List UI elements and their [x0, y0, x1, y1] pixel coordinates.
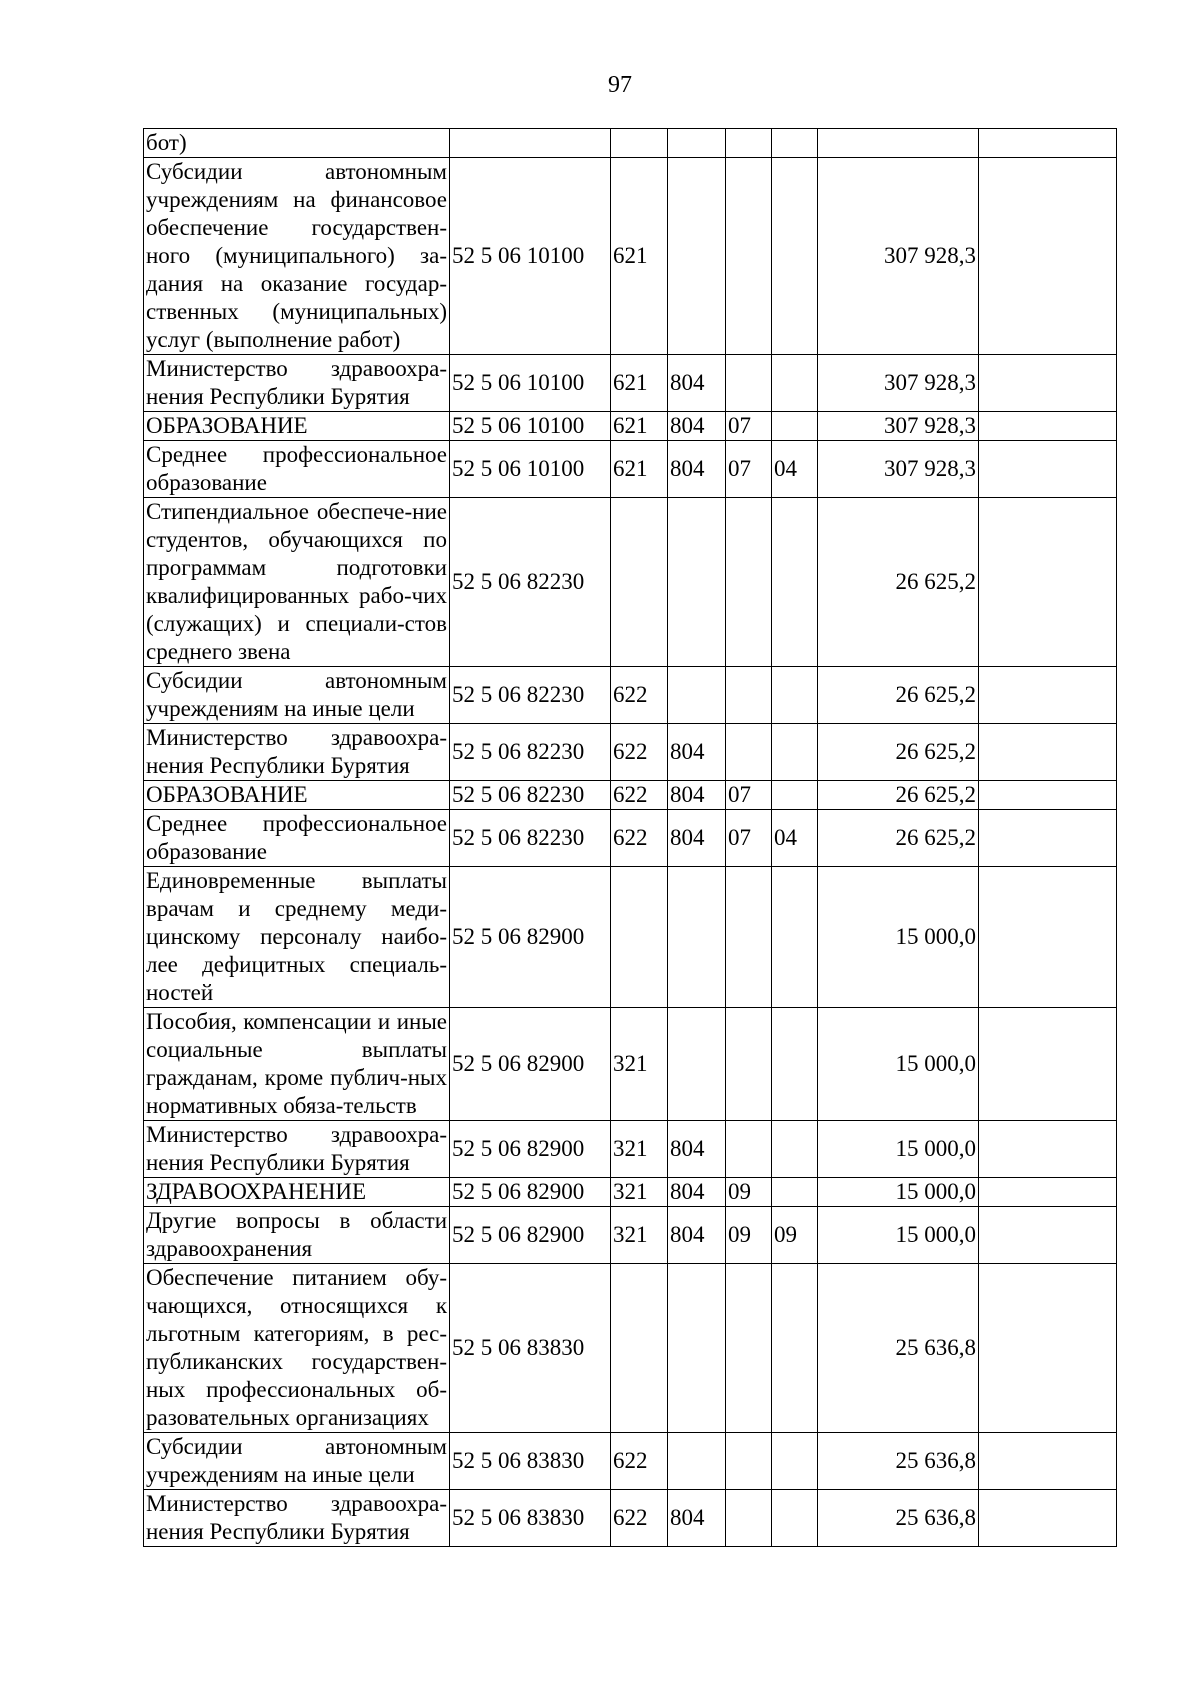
cell-amount: 25 636,8: [818, 1490, 979, 1547]
cell-section: [726, 1008, 772, 1121]
cell-target-article: 52 5 06 10100: [450, 441, 611, 498]
cell-target-article: 52 5 06 10100: [450, 412, 611, 441]
cell-department: [668, 667, 726, 724]
cell-subsection: 04: [772, 441, 818, 498]
cell-target-article: 52 5 06 82230: [450, 810, 611, 867]
cell-amount: 25 636,8: [818, 1433, 979, 1490]
cell-amount: 26 625,2: [818, 810, 979, 867]
cell-department: 804: [668, 810, 726, 867]
cell-expense-type: [611, 129, 668, 158]
cell-name: ЗДРАВООХРАНЕНИЕ: [144, 1178, 450, 1207]
cell-extra: [979, 781, 1117, 810]
cell-target-article: 52 5 06 83830: [450, 1490, 611, 1547]
table-row: [144, 355, 1117, 412]
cell-amount: 15 000,0: [818, 867, 979, 1008]
cell-target-article: 52 5 06 83830: [450, 1264, 611, 1433]
table-row: [144, 441, 1117, 498]
cell-target-article: 52 5 06 82900: [450, 1121, 611, 1178]
cell-target-article: 52 5 06 82900: [450, 1207, 611, 1264]
cell-amount: 307 928,3: [818, 158, 979, 355]
cell-target-article: 52 5 06 82230: [450, 781, 611, 810]
table-row: [144, 724, 1117, 781]
cell-expense-type: 621: [611, 158, 668, 355]
cell-name: Единовременные выплаты врачам и среднему меди-цинскому персоналу наибо-лее дефицитных специаль-ностей: [144, 867, 450, 1008]
cell-section: 07: [726, 781, 772, 810]
cell-section: [726, 1264, 772, 1433]
table-row: [144, 1433, 1117, 1490]
cell-expense-type: [611, 867, 668, 1008]
cell-amount: 15 000,0: [818, 1178, 979, 1207]
cell-section: [726, 355, 772, 412]
cell-extra: [979, 355, 1117, 412]
cell-name: ОБРАЗОВАНИЕ: [144, 412, 450, 441]
cell-name: Другие вопросы в области здравоохранения: [144, 1207, 450, 1264]
cell-subsection: [772, 129, 818, 158]
cell-subsection: [772, 412, 818, 441]
cell-expense-type: 622: [611, 810, 668, 867]
cell-name: Среднее профессиональное образование: [144, 441, 450, 498]
cell-name: Министерство здравоохра-нения Республики Бурятия: [144, 1121, 450, 1178]
cell-expense-type: 321: [611, 1121, 668, 1178]
cell-department: 804: [668, 412, 726, 441]
table-row: [144, 781, 1117, 810]
cell-target-article: 52 5 06 82900: [450, 1008, 611, 1121]
table-row: [144, 129, 1117, 158]
cell-section: [726, 129, 772, 158]
cell-amount: 307 928,3: [818, 355, 979, 412]
cell-name: Министерство здравоохра-нения Республики Бурятия: [144, 1490, 450, 1547]
table-row: [144, 867, 1117, 1008]
budget-table: [143, 128, 1117, 1547]
cell-subsection: [772, 867, 818, 1008]
cell-name: Стипендиальное обеспече-ние студентов, обучающихся по программам подготовки квалифицированных рабо-чих (служащих) и специали-стов среднего звена: [144, 498, 450, 667]
cell-section: [726, 498, 772, 667]
cell-department: 804: [668, 1207, 726, 1264]
cell-extra: [979, 667, 1117, 724]
cell-target-article: [450, 129, 611, 158]
cell-section: [726, 1433, 772, 1490]
cell-extra: [979, 1008, 1117, 1121]
table-row: [144, 1207, 1117, 1264]
cell-department: 804: [668, 1490, 726, 1547]
cell-target-article: 52 5 06 10100: [450, 355, 611, 412]
cell-name: Обеспечение питанием обу-чающихся, относящихся к льготным категориям, в рес-публиканских государствен-ных профессиональных об-разовательных организациях: [144, 1264, 450, 1433]
cell-amount: 307 928,3: [818, 441, 979, 498]
cell-department: 804: [668, 441, 726, 498]
cell-expense-type: 622: [611, 667, 668, 724]
page-number: 97: [608, 72, 632, 98]
cell-section: [726, 1490, 772, 1547]
cell-department: 804: [668, 1178, 726, 1207]
cell-expense-type: [611, 498, 668, 667]
cell-extra: [979, 441, 1117, 498]
cell-department: 804: [668, 1121, 726, 1178]
table-row: [144, 1264, 1117, 1433]
cell-department: 804: [668, 781, 726, 810]
cell-department: [668, 129, 726, 158]
cell-name: бот): [144, 129, 450, 158]
cell-name: ОБРАЗОВАНИЕ: [144, 781, 450, 810]
cell-amount: 26 625,2: [818, 724, 979, 781]
cell-extra: [979, 867, 1117, 1008]
cell-subsection: [772, 355, 818, 412]
cell-department: 804: [668, 724, 726, 781]
cell-target-article: 52 5 06 82230: [450, 498, 611, 667]
cell-amount: 26 625,2: [818, 498, 979, 667]
cell-expense-type: 621: [611, 441, 668, 498]
cell-subsection: 09: [772, 1207, 818, 1264]
table-body: [144, 129, 1117, 1547]
cell-section: [726, 724, 772, 781]
cell-extra: [979, 810, 1117, 867]
cell-subsection: [772, 724, 818, 781]
cell-department: [668, 867, 726, 1008]
cell-section: 09: [726, 1178, 772, 1207]
cell-amount: 25 636,8: [818, 1264, 979, 1433]
cell-target-article: 52 5 06 82900: [450, 867, 611, 1008]
cell-expense-type: [611, 1264, 668, 1433]
cell-subsection: [772, 1433, 818, 1490]
cell-name: Субсидии автономным учреждениям на иные цели: [144, 667, 450, 724]
cell-subsection: [772, 1008, 818, 1121]
cell-extra: [979, 1121, 1117, 1178]
cell-subsection: [772, 1264, 818, 1433]
cell-subsection: [772, 1490, 818, 1547]
cell-subsection: [772, 667, 818, 724]
cell-section: [726, 158, 772, 355]
cell-subsection: 04: [772, 810, 818, 867]
cell-amount: 26 625,2: [818, 781, 979, 810]
cell-expense-type: 622: [611, 1490, 668, 1547]
cell-amount: 26 625,2: [818, 667, 979, 724]
table-row: [144, 1121, 1117, 1178]
cell-department: 804: [668, 355, 726, 412]
cell-extra: [979, 1490, 1117, 1547]
cell-target-article: 52 5 06 83830: [450, 1433, 611, 1490]
cell-subsection: [772, 1178, 818, 1207]
cell-subsection: [772, 158, 818, 355]
table-row: [144, 412, 1117, 441]
cell-amount: 15 000,0: [818, 1121, 979, 1178]
cell-extra: [979, 1433, 1117, 1490]
cell-extra: [979, 129, 1117, 158]
cell-extra: [979, 1264, 1117, 1433]
cell-expense-type: 621: [611, 355, 668, 412]
cell-target-article: 52 5 06 82230: [450, 667, 611, 724]
cell-subsection: [772, 1121, 818, 1178]
cell-expense-type: 621: [611, 412, 668, 441]
table-row: [144, 1008, 1117, 1121]
cell-name: Среднее профессиональное образование: [144, 810, 450, 867]
table-row: [144, 498, 1117, 667]
cell-name: Субсидии автономным учреждениям на финансовое обеспечение государствен-ного (муниципального) за-дания на оказание государ-ственных (муниципальных) услуг (выполнение работ): [144, 158, 450, 355]
cell-expense-type: 321: [611, 1207, 668, 1264]
cell-expense-type: 622: [611, 1433, 668, 1490]
cell-expense-type: 321: [611, 1008, 668, 1121]
cell-section: 09: [726, 1207, 772, 1264]
cell-extra: [979, 412, 1117, 441]
cell-extra: [979, 498, 1117, 667]
table-row: [144, 158, 1117, 355]
cell-name: Субсидии автономным учреждениям на иные цели: [144, 1433, 450, 1490]
cell-extra: [979, 1207, 1117, 1264]
cell-amount: 15 000,0: [818, 1008, 979, 1121]
table-row: [144, 667, 1117, 724]
cell-extra: [979, 158, 1117, 355]
cell-expense-type: 622: [611, 724, 668, 781]
cell-extra: [979, 1178, 1117, 1207]
cell-expense-type: 321: [611, 1178, 668, 1207]
cell-amount: 307 928,3: [818, 412, 979, 441]
cell-department: [668, 1433, 726, 1490]
cell-name: Министерство здравоохра-нения Республики Бурятия: [144, 724, 450, 781]
cell-section: 07: [726, 810, 772, 867]
cell-section: 07: [726, 441, 772, 498]
cell-department: [668, 158, 726, 355]
cell-amount: 15 000,0: [818, 1207, 979, 1264]
cell-amount: [818, 129, 979, 158]
cell-section: [726, 1121, 772, 1178]
cell-section: [726, 667, 772, 724]
cell-target-article: 52 5 06 10100: [450, 158, 611, 355]
cell-subsection: [772, 498, 818, 667]
cell-subsection: [772, 781, 818, 810]
cell-name: Министерство здравоохра-нения Республики Бурятия: [144, 355, 450, 412]
cell-section: 07: [726, 412, 772, 441]
table-row: [144, 810, 1117, 867]
cell-department: [668, 498, 726, 667]
cell-name: Пособия, компенсации и иные социальные выплаты гражданам, кроме публич-ных нормативных обяза-тельств: [144, 1008, 450, 1121]
cell-department: [668, 1008, 726, 1121]
cell-expense-type: 622: [611, 781, 668, 810]
cell-target-article: 52 5 06 82900: [450, 1178, 611, 1207]
cell-section: [726, 867, 772, 1008]
cell-department: [668, 1264, 726, 1433]
table-row: [144, 1490, 1117, 1547]
cell-extra: [979, 724, 1117, 781]
cell-target-article: 52 5 06 82230: [450, 724, 611, 781]
table-row: [144, 1178, 1117, 1207]
